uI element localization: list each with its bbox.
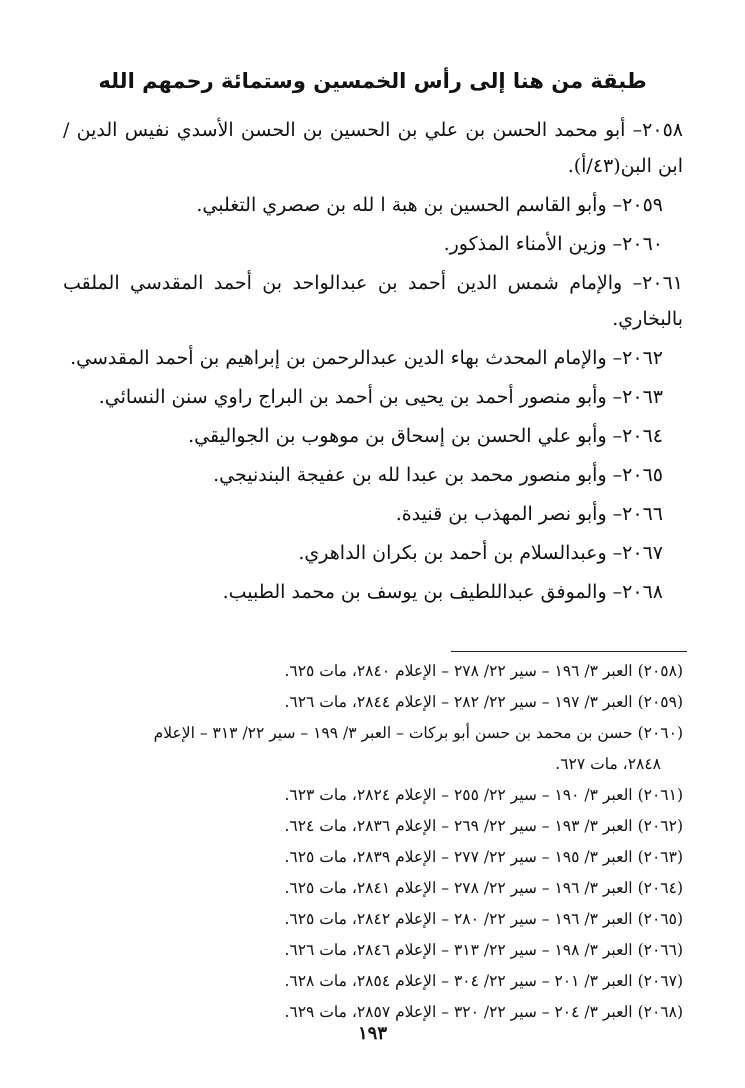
- footnote-2067: [61, 966, 683, 997]
- entry-number: ٢٠٦٥: [622, 464, 663, 486]
- footnote-number: (٢٠٦٧): [637, 972, 683, 990]
- entry-number: ٢٠٦٨: [622, 581, 663, 603]
- footnote-number: (٢٠٦٥): [637, 910, 683, 928]
- footnote-2060: [61, 718, 683, 780]
- entry-text: – وأبو منصور أحمد بن يحيى بن أحمد بن البراج راوي سنن النسائي.: [98, 386, 623, 408]
- footnote-text: العبر ٣/ ١٩٧ – سير ٢٢/ ٢٨٢ – الإعلام ٢٨٤٤، مات ٦٢٦.: [284, 693, 633, 711]
- footnote-text: العبر ٣/ ١٩٠ – سير ٢٢/ ٢٥٥ – الإعلام ٢٨٢٤، مات ٦٢٣.: [284, 786, 633, 804]
- footnote-text: العبر ٣/ ١٩٦ – سير ٢٢/ ٢٧٨ – الإعلام ٢٨٤٠، مات ٦٢٥.: [284, 662, 633, 680]
- entry-2064: [63, 418, 683, 454]
- entry-text: – وأبو علي الحسن بن إسحاق بن موهوب بن الجواليقي.: [188, 425, 623, 447]
- entry-2061: [63, 265, 683, 337]
- entry-number: ٢٠٥٨: [642, 119, 683, 141]
- footnote-continuation: ٢٨٤٨، مات ٦٢٧.: [555, 755, 661, 773]
- footnote-separator: [451, 651, 687, 652]
- entry-text: – والإمام المحدث بهاء الدين عبدالرحمن بن إبراهيم بن أحمد المقدسي.: [70, 347, 623, 369]
- entry-text: – وأبو نصر المهذب بن قنيدة.: [395, 503, 623, 525]
- entry-number: ٢٠٥٩: [622, 194, 663, 216]
- footnote-2065: [61, 904, 683, 935]
- footnote-text: العبر ٣/ ١٩٦ – سير ٢٢/ ٢٨٠ – الإعلام ٢٨٤٢، مات ٦٢٥.: [284, 910, 633, 928]
- footnote-number: (٢٠٦٤): [637, 879, 683, 897]
- entry-2067: [63, 535, 683, 571]
- entry-text: – وأبو منصور محمد بن عبدا لله بن عفيجة البندنيجي.: [213, 464, 623, 486]
- entry-text: – أبو محمد الحسن بن علي بن الحسين بن الحسن الأسدي نفيس الدين / ابن البن(٤٣/أ).: [63, 119, 683, 177]
- entry-2063: [63, 379, 683, 415]
- entry-number: ٢٠٦٦: [622, 503, 663, 525]
- footnote-2058: [61, 656, 683, 687]
- footnote-number: (٢٠٥٨): [637, 662, 683, 680]
- footnote-number: (٢٠٦٦): [637, 941, 683, 959]
- footnote-text: العبر ٣/ ١٩٥ – سير ٢٢/ ٢٧٧ – الإعلام ٢٨٣٩، مات ٦٢٥.: [284, 848, 633, 866]
- entry-text: – وعبدالسلام بن أحمد بن بكران الداهري.: [298, 542, 623, 564]
- footnote-number: (٢٠٦١): [637, 786, 683, 804]
- footnote-2066: [61, 935, 683, 966]
- entry-number: ٢٠٦٤: [622, 425, 663, 447]
- entry-number: ٢٠٦٠: [622, 233, 663, 255]
- footnote-text: العبر ٣/ ١٩٦ – سير ٢٢/ ٢٧٨ – الإعلام ٢٨٤١، مات ٦٢٥.: [284, 879, 633, 897]
- entry-2068: [63, 574, 683, 610]
- entry-text: – والإمام شمس الدين أحمد بن عبدالواحد بن أحمد المقدسي الملقب بالبخاري.: [63, 272, 683, 330]
- footnote-2061: [61, 780, 683, 811]
- entry-2059: [63, 187, 683, 223]
- entry-number: ٢٠٦٢: [622, 347, 663, 369]
- entry-2058: [63, 112, 683, 184]
- entry-2062: [63, 340, 683, 376]
- entry-2060: [63, 226, 683, 262]
- footnote-number: (٢٠٥٩): [637, 693, 683, 711]
- section-title: طبقة من هنا إلى رأس الخمسين وستمائة رحمهم الله: [98, 69, 647, 93]
- entry-text: – وزين الأمناء المذكور.: [443, 233, 623, 255]
- page-number: ١٩٣: [357, 1023, 387, 1044]
- footnote-2059: [61, 687, 683, 718]
- footnote-number: (٢٠٦٨): [637, 1003, 683, 1021]
- entry-number: ٢٠٦٣: [622, 386, 663, 408]
- entry-text: – والموفق عبداللطيف بن يوسف بن محمد الطبيب.: [222, 581, 623, 603]
- footnote-text: العبر ٣/ ٢٠٤ – سير ٢٢/ ٣٢٠ – الإعلام ٢٨٥٧، مات ٦٢٩.: [284, 1003, 633, 1021]
- footnote-number: (٢٠٦٢): [637, 817, 683, 835]
- entry-2065: [63, 457, 683, 493]
- entries-list: [63, 112, 683, 613]
- footnote-2062: [61, 811, 683, 842]
- footnote-number: (٢٠٦٣): [637, 848, 683, 866]
- footnote-text: العبر ٣/ ٢٠١ – سير ٢٢/ ٣٠٤ – الإعلام ٢٨٥٤، مات ٦٢٨.: [284, 972, 633, 990]
- footnotes-list: [61, 656, 683, 1028]
- entry-text: – وأبو القاسم الحسين بن هبة ا لله بن صصري التغلبي.: [196, 194, 623, 216]
- footnote-number: (٢٠٦٠): [637, 724, 683, 742]
- footnote-text: العبر ٣/ ١٩٣ – سير ٢٢/ ٢٦٩ – الإعلام ٢٨٣٦، مات ٦٢٤.: [284, 817, 633, 835]
- entry-2066: [63, 496, 683, 532]
- footnote-2063: [61, 842, 683, 873]
- footnote-text: حسن بن محمد بن حسن أبو بركات – العبر ٣/ ١٩٩ – سير ٢٢/ ٣١٣ – الإعلام: [153, 724, 633, 742]
- footnote-text: العبر ٣/ ١٩٨ – سير ٢٢/ ٣١٣ – الإعلام ٢٨٤٦، مات ٦٢٦.: [284, 941, 633, 959]
- entry-number: ٢٠٦١: [642, 272, 683, 294]
- footnote-2064: [61, 873, 683, 904]
- entry-number: ٢٠٦٧: [622, 542, 663, 564]
